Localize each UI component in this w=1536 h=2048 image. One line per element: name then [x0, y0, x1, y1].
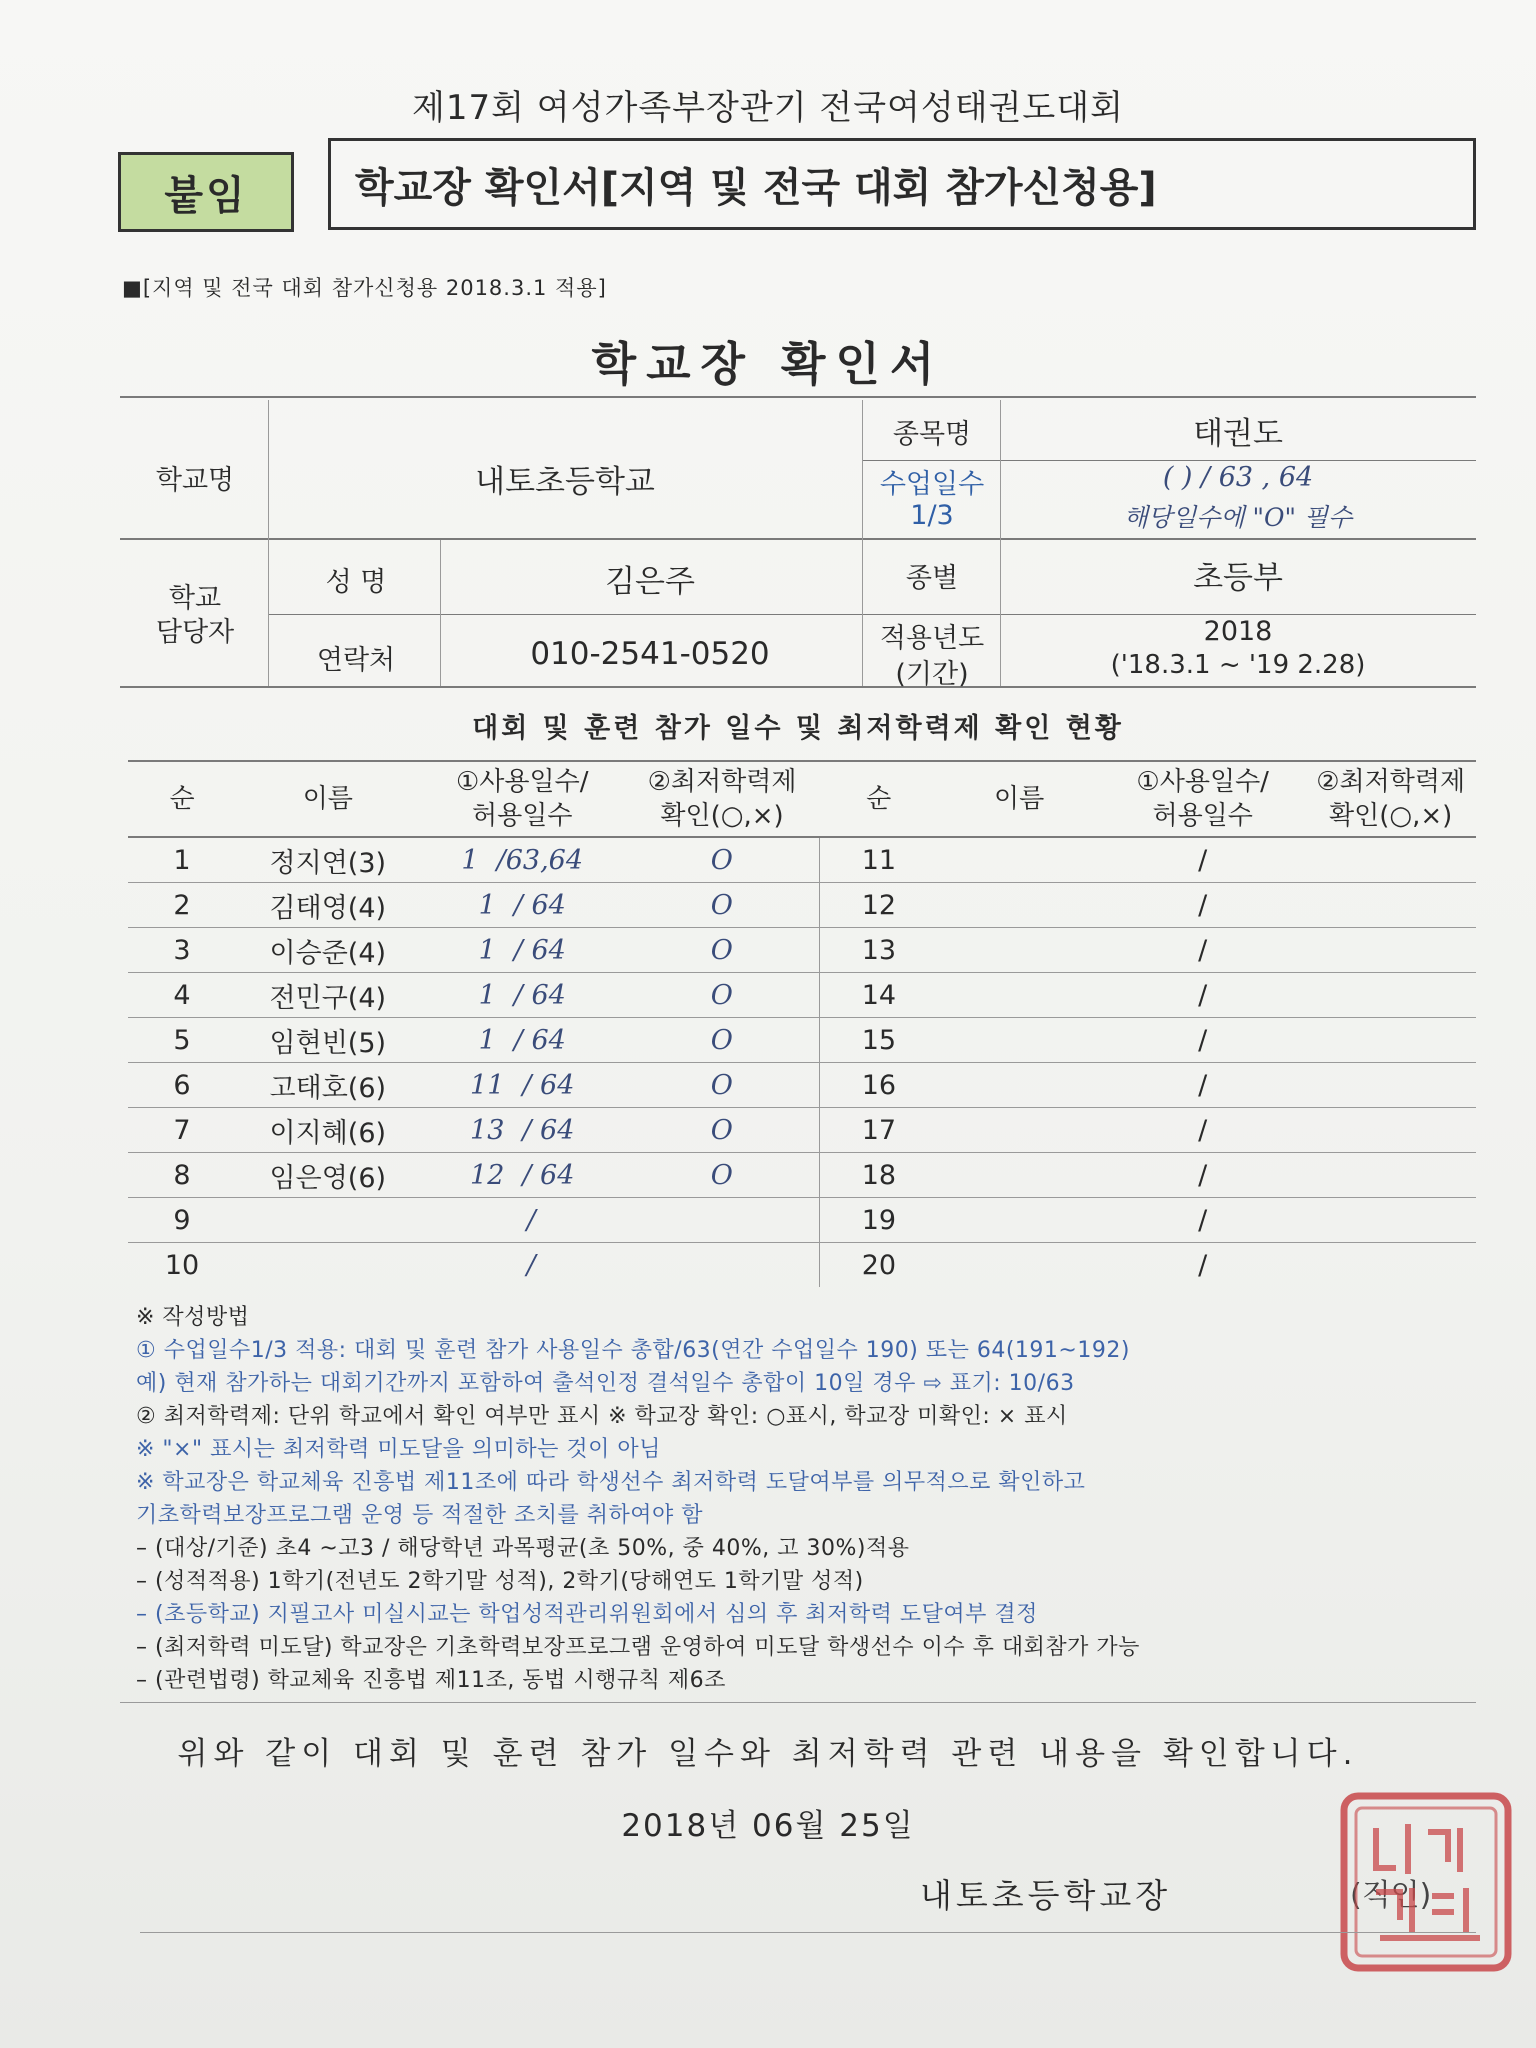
instruction-line: 기초학력보장프로그램 운영 등 적절한 조치를 취하여야 함 — [136, 1503, 704, 1528]
row-check: O — [625, 837, 819, 883]
row-check: O — [625, 973, 819, 1018]
row-usage: 13 / 64 — [420, 1108, 625, 1153]
applied-note: ■[지역 및 전국 대회 참가신청용 2018.3.1 적용] — [122, 276, 607, 300]
row-check-2 — [1305, 1108, 1476, 1153]
confirmation-date: 2018년 06월 25일 — [621, 1808, 915, 1844]
row-no: 6 — [128, 1063, 236, 1108]
col-no-2: 순 — [819, 761, 938, 837]
info-contact-line — [268, 614, 1476, 615]
row-usage-2: / — [1100, 1063, 1305, 1108]
info-mid-line — [120, 538, 1476, 540]
row-check-2 — [1305, 973, 1476, 1018]
instruction-line: ① 수업일수1/3 적용: 대회 및 훈련 참가 사용일수 총합/63(연간 수업일수 190) 또는 64(191~192) — [136, 1338, 1130, 1363]
row-no-2: 20 — [819, 1243, 938, 1288]
col-name: 이름 — [236, 761, 420, 837]
division-label: 종별 — [905, 563, 959, 594]
info-vline-4 — [1000, 400, 1001, 686]
row-name-2 — [938, 837, 1100, 883]
row-usage-2: / — [1100, 1108, 1305, 1153]
row-check: O — [625, 1108, 819, 1153]
name-label: 성 명 — [325, 567, 387, 598]
row-name-2 — [938, 883, 1100, 928]
row-usage: 1 / 64 — [420, 973, 625, 1018]
row-name-2 — [938, 1108, 1100, 1153]
row-usage-2: / — [1100, 928, 1305, 973]
row-name: 임현빈(5) — [236, 1018, 420, 1063]
manager-label: 학교 담당자 — [155, 583, 235, 648]
table-row — [128, 1243, 1476, 1288]
instruction-line: ※ 작성방법 — [136, 1305, 250, 1330]
info-top-line — [120, 396, 1476, 398]
row-usage: / — [420, 1243, 625, 1288]
row-name-2 — [938, 1153, 1100, 1198]
class-days-note: 해당일수에 "O" 필수 — [1123, 503, 1353, 532]
instruction-line: ※ "×" 표시는 최저학력 미도달을 의미하는 것이 아님 — [136, 1437, 661, 1462]
instruction-line: 예) 현재 참가하는 대회기간까지 포함하여 출석인정 결석일수 총합이 10일 경우 ⇨ 표기: 10/63 — [136, 1371, 1075, 1396]
contact-label: 연락처 — [316, 645, 396, 676]
status-title: 대회 및 훈련 참가 일수 및 최저학력제 확인 현황 — [472, 713, 1124, 744]
row-check: O — [625, 1153, 819, 1198]
confirmation-text: 위와 같이 대회 및 훈련 참가 일수와 최저학력 관련 내용을 확인합니다. — [177, 1736, 1359, 1772]
row-check-2 — [1305, 1018, 1476, 1063]
row-name: 이지혜(6) — [236, 1108, 420, 1153]
col-no: 순 — [128, 761, 236, 837]
school-name: 내토초등학교 — [475, 464, 655, 500]
row-name: 고태호(6) — [236, 1063, 420, 1108]
row-usage-2: / — [1100, 883, 1305, 928]
row-usage: / — [420, 1198, 625, 1243]
instruction-line: – (초등학교) 지필고사 미실시교는 학업성적관리위원회에서 심의 후 최저학력 도달여부 결정 — [136, 1602, 1038, 1627]
instruction-line: – (관련법령) 학교체육 진흥법 제11조, 동법 시행규칙 제6조 — [136, 1668, 726, 1693]
row-name — [236, 1243, 420, 1288]
seal-label: (직인) — [1350, 1878, 1432, 1913]
row-no-2: 13 — [819, 928, 938, 973]
col-check-2: ②최저학력제 확인(○,×) — [1305, 761, 1476, 837]
sport-label: 종목명 — [892, 419, 972, 450]
sport-value: 태권도 — [1193, 416, 1283, 452]
row-check — [625, 1198, 819, 1243]
row-name: 이승준(4) — [236, 928, 420, 973]
row-no-2: 14 — [819, 973, 938, 1018]
row-name-2 — [938, 1198, 1100, 1243]
info-sport-line — [862, 460, 1476, 461]
row-no: 9 — [128, 1198, 236, 1243]
event-title: 제17회 여성가족부장관기 전국여성태권도대회 — [412, 88, 1124, 128]
col-usage-2: ①사용일수/ 허용일수 — [1100, 761, 1305, 837]
table-row — [128, 1018, 1476, 1063]
row-no-2: 11 — [819, 837, 938, 883]
info-vline-1 — [268, 400, 269, 686]
row-name-2 — [938, 1243, 1100, 1288]
row-usage-2: / — [1100, 973, 1305, 1018]
info-vline-2 — [440, 540, 441, 686]
row-no-2: 19 — [819, 1198, 938, 1243]
instruction-line: ※ 학교장은 학교체육 진흥법 제11조에 따라 학생선수 최저학력 도달여부를 의무적으로 확인하고 — [136, 1470, 1086, 1495]
principal-name: 내토초등학교장 — [920, 1876, 1172, 1915]
table-row — [128, 1153, 1476, 1198]
table-row — [128, 928, 1476, 973]
row-no: 2 — [128, 883, 236, 928]
row-name: 정지연(3) — [236, 837, 420, 883]
row-check-2 — [1305, 1153, 1476, 1198]
row-no: 7 — [128, 1108, 236, 1153]
table-row — [128, 1198, 1476, 1243]
row-usage: 1 / 64 — [420, 1018, 625, 1063]
period-label: (기간) — [895, 659, 969, 690]
table-row — [128, 883, 1476, 928]
row-usage: 1 / 64 — [420, 928, 625, 973]
row-no: 5 — [128, 1018, 236, 1063]
info-bottom-line — [120, 686, 1476, 688]
class-days-ratio: 1/3 — [910, 500, 954, 531]
row-name: 전민구(4) — [236, 973, 420, 1018]
row-check: O — [625, 1018, 819, 1063]
row-usage-2: / — [1100, 1153, 1305, 1198]
row-no-2: 17 — [819, 1108, 938, 1153]
row-check: O — [625, 928, 819, 973]
col-name-2: 이름 — [938, 761, 1100, 837]
attach-badge: 붙임 — [118, 152, 294, 232]
main-title: 학교장 확인서 — [591, 337, 945, 391]
school-seal-icon — [1336, 1788, 1516, 1978]
row-check-2 — [1305, 883, 1476, 928]
row-no-2: 16 — [819, 1063, 938, 1108]
col-usage: ①사용일수/ 허용일수 — [420, 761, 625, 837]
col-check: ②최저학력제 확인(○,×) — [625, 761, 819, 837]
row-check-2 — [1305, 1243, 1476, 1288]
row-check-2 — [1305, 928, 1476, 973]
period-value: ('18.3.1 ~ '19 2.28) — [1110, 650, 1366, 680]
instruction-line: – (성적적용) 1학기(전년도 2학기말 성적), 2학기(당해연도 1학기말 성적) — [136, 1569, 864, 1594]
table-row — [128, 1063, 1476, 1108]
row-usage: 1 /63,64 — [420, 837, 625, 883]
row-no-2: 15 — [819, 1018, 938, 1063]
table-body — [128, 837, 1476, 1287]
instruction-line: – (최저학력 미도달) 학교장은 기초학력보장프로그램 운영하여 미도달 학생선수 이수 후 대회참가 가능 — [136, 1635, 1140, 1660]
row-usage: 11 / 64 — [420, 1063, 625, 1108]
table-header — [128, 761, 1476, 837]
contact-value: 010-2541-0520 — [530, 636, 770, 672]
row-usage: 12 / 64 — [420, 1153, 625, 1198]
row-name-2 — [938, 973, 1100, 1018]
row-usage-2: / — [1100, 1018, 1305, 1063]
row-check: O — [625, 883, 819, 928]
row-no-2: 18 — [819, 1153, 938, 1198]
row-no: 8 — [128, 1153, 236, 1198]
row-name-2 — [938, 1018, 1100, 1063]
division-value: 초등부 — [1193, 560, 1283, 596]
row-no: 10 — [128, 1243, 236, 1288]
row-usage-2: / — [1100, 1243, 1305, 1288]
row-check-2 — [1305, 837, 1476, 883]
row-check: O — [625, 1063, 819, 1108]
row-name-2 — [938, 1063, 1100, 1108]
row-check-2 — [1305, 1063, 1476, 1108]
row-no: 1 — [128, 837, 236, 883]
manager-name: 김은주 — [605, 564, 695, 600]
row-usage: 1 / 64 — [420, 883, 625, 928]
year-label: 적용년도 — [879, 623, 985, 654]
table-row — [128, 1108, 1476, 1153]
row-name: 임은영(6) — [236, 1153, 420, 1198]
status-table — [128, 760, 1476, 1287]
bottom-line — [140, 1932, 1476, 1933]
class-days-formula: ( ) / 63 , 64 — [1162, 462, 1314, 493]
row-no: 4 — [128, 973, 236, 1018]
instruction-line: – (대상/기준) 초4 ~고3 / 해당학년 과목평균(초 50%, 중 40%, 고 30%)적용 — [136, 1536, 910, 1561]
document-heading: 학교장 확인서[지역 및 전국 대회 참가신청용] — [328, 138, 1476, 230]
info-vline-3 — [862, 400, 863, 686]
row-usage-2: / — [1100, 837, 1305, 883]
footer-line — [120, 1702, 1476, 1703]
row-check — [625, 1243, 819, 1288]
table-row — [128, 837, 1476, 883]
row-name-2 — [938, 928, 1100, 973]
instruction-line: ② 최저학력제: 단위 학교에서 확인 여부만 표시 ※ 학교장 확인: ○표시, 학교장 미확인: × 표시 — [136, 1404, 1068, 1429]
school-label: 학교명 — [155, 465, 235, 496]
row-usage-2: / — [1100, 1198, 1305, 1243]
row-no-2: 12 — [819, 883, 938, 928]
row-no: 3 — [128, 928, 236, 973]
table-row — [128, 973, 1476, 1018]
row-name — [236, 1198, 420, 1243]
row-name: 김태영(4) — [236, 883, 420, 928]
class-days-label: 수업일수 — [879, 469, 985, 500]
year-value: 2018 — [1203, 616, 1273, 647]
row-check-2 — [1305, 1198, 1476, 1243]
